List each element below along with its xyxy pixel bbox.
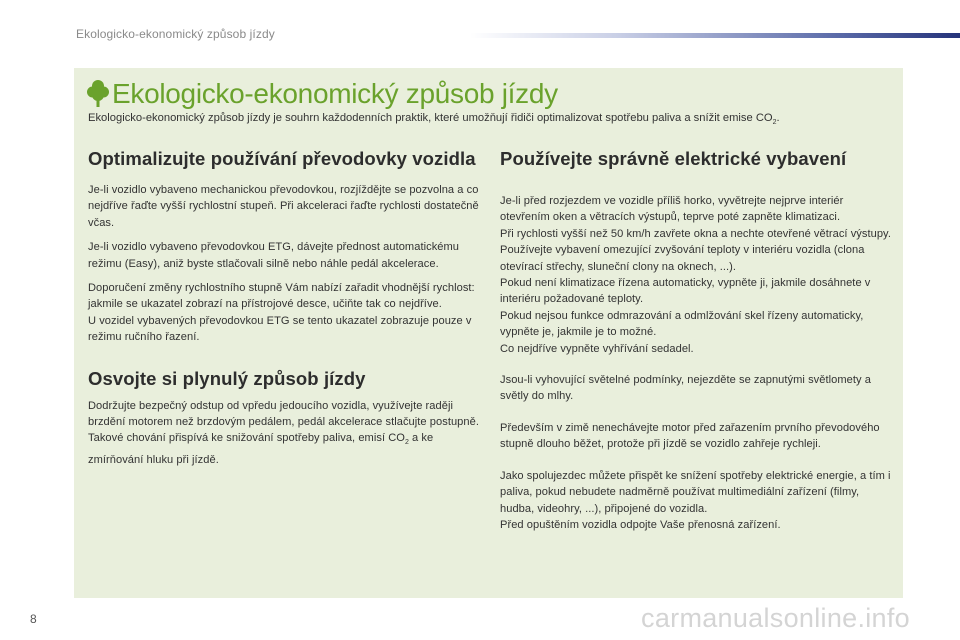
paragraph-manual-gearbox: Je-li vozidlo vybaveno mechanickou převodovkou, rozjíždějte se pozvolna a co nejdříve řaďte vyšší rychlostní stupeň. Při akceleraci řaďte rychlosti dostatečně včas. [88,184,479,229]
page-number: 8 [30,612,37,626]
left-column [88,148,480,469]
header-rule [470,33,960,38]
section-title [86,78,558,110]
watermark: carmanualsonline.info [641,603,910,633]
heading-gearbox: Optimalizujte používání převodovky vozidla [88,148,476,169]
intro-text: Ekologicko-ekonomický způsob jízdy je souhrn každodenních praktik, které umožňují řidiči optimalizovat spotřebu paliva a snížit emise $CO_2$. [88,112,780,127]
section-title-text: Ekologicko-ekonomický způsob jízdy [112,78,558,109]
heading-electrical-equipment: Používejte správně elektrické vybavení [500,148,847,169]
right-column [500,148,894,533]
paragraph-passenger-devices: Jako spolujezdec můžete přispět ke snížení spotřeby elektrické energie, a tím i paliva, pokud nebudete nadměrně používat multimediální zařízení (filmy, hudba, videohry, ...), připojené do vozidla. Před opuštěním vozidla odpojte Vaše přenosná zařízení. [500,469,891,531]
paragraph-smooth-driving: Dodržujte bezpečný odstup od vpředu jedoucího vozidla, využívejte raději brzdění motorem než brzdovým pedálem, pedál akcelerace stlačujte postupně. Takové chování přispívá ke snižování spotřeby paliva, emisí $CO_2$ a ke zmírňování hluku při jízdě. [88,399,479,467]
tree-icon [86,79,110,109]
paragraph-gear-shift-indicator: Doporučení změny rychlostního stupně Vám nabízí zařadit vhodnější rychlost: jakmile se ukazatel zobrazí na přístrojové desce, učiňte tak co nejdříve. U vozidel vybavených převodovkou ETG se tento ukazatel zobrazuje pouze v režimu ručního řazení. [88,282,475,344]
heading-smooth-driving: Osvojte si plynulý způsob jízdy [88,367,366,389]
paragraph-etg-gearbox: Je-li vozidlo vybaveno převodovkou ETG, dávejte přednost automatickému režimu (Easy), aniž byste stlačovali silně nebo náhle pedál akcelerace. [88,241,460,270]
paragraph-winter-engine: Především v zimě nenechávejte motor před zařazením prvního převodového stupně dlouho běžet, protože při jízdě se vozidlo zahřeje rychleji. [500,421,880,451]
paragraph-lights: Jsou-li vyhovující světelné podmínky, nejezděte se zapnutými světlomety a světly do mlhy. [500,374,871,403]
running-header: Ekologicko-ekonomický způsob jízdy [76,27,275,41]
paragraph-climate: Je-li před rozjezdem ve vozidle příliš horko, vyvětrejte nejprve interiér otevřením oken a větracích výstupů, teprve poté zapněte klimatizaci. Při rychlosti vyšší než 50 km/h zavřete okna a nechte otevřené větrací výstupy. Používejte vybavení omezující zvyšování teploty v interiéru vozidla (clona otevírací střechy, sluneční clony na oknech, ...). Pokud není klimatizace řízena automaticky, vypněte ji, jakmile dosáhnete v interiéru požadované teploty. Pokud nejsou funkce odmrazování a odmlžování skel řízeny automaticky, vypněte je, jakmile je to možné. Co nejdříve vypněte vyhřívání sedadel. [500,195,891,355]
